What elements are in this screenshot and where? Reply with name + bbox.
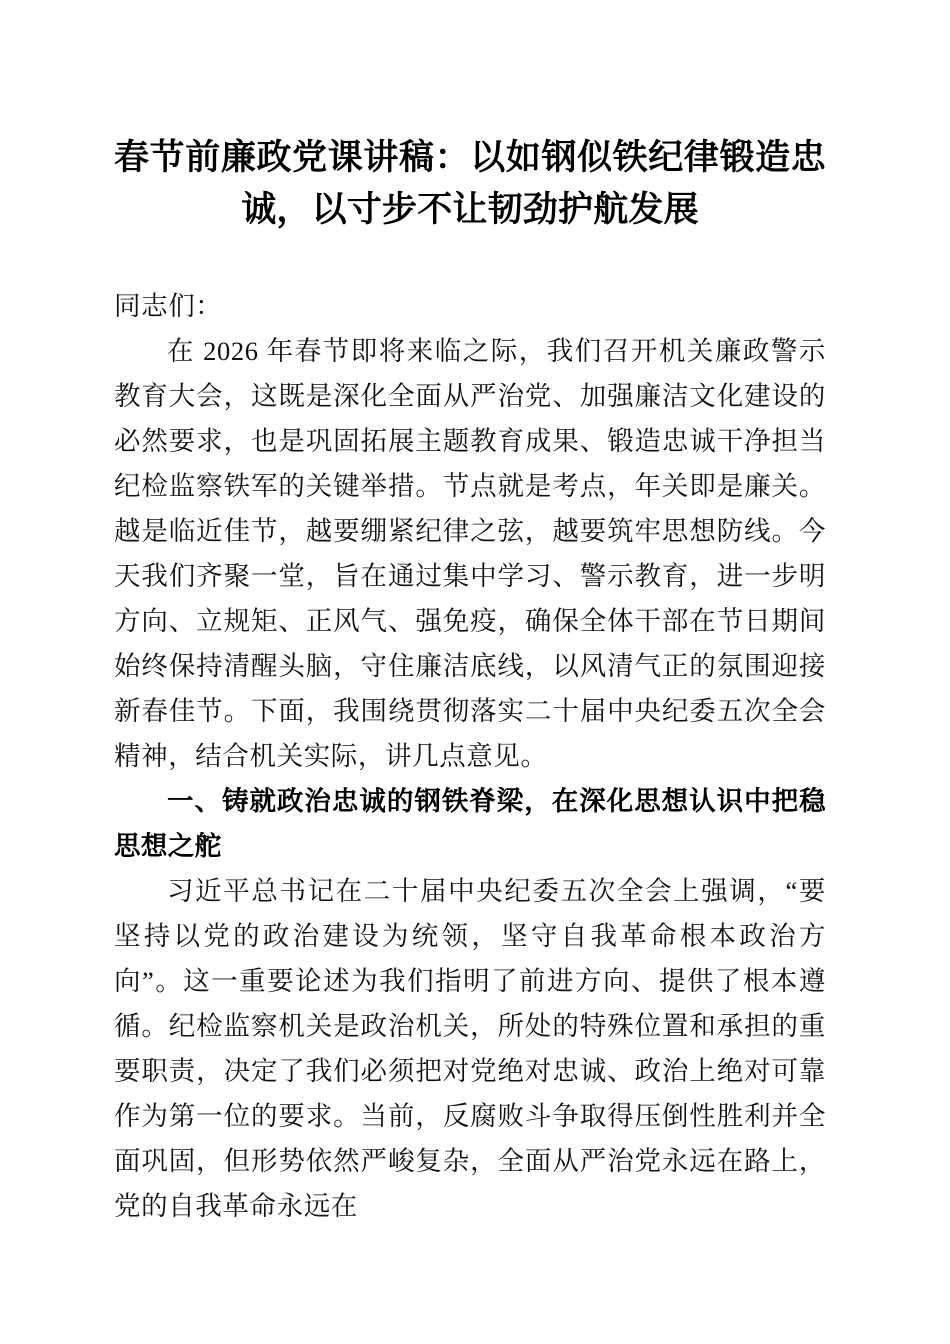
salutation-line: 同志们：	[114, 291, 223, 321]
body-paragraph-1: 在 2026 年春节即将来临之际，我们召开机关廉政警示教育大会，这既是深化全面从严治党、加强廉洁文化建设的必然要求，也是巩固拓展主题教育成果、锻造忠诚干净担当纪检监察铁军的关键举措。节点就是考点，年关即是廉关。越是临近佳节，越要绷紧纪律之弦，越要筑牢思想防线。今天我们齐聚一堂，旨在通过集中学习、警示教育，进一步明方向、立规矩、正风气、强免疫，确保全体干部在节日期间始终保持清醒头脑，守住廉洁底线，以风清气正的氛围迎接新春佳节。下面，我围绕贯彻落实二十届中央纪委五次全会精神，结合机关实际，讲几点意见。	[114, 336, 826, 771]
document-title: 春节前廉政党课讲稿：以如钢似铁纪律锻造忠诚，以寸步不让韧劲护航发展	[114, 138, 826, 229]
body-paragraph-2: 习近平总书记在二十届中央纪委五次全会上强调，“要坚持以党的政治建设为统领，坚守自我革命根本政治方向”。这一重要论述为我们指明了前进方向、提供了根本遵循。纪检监察机关是政治机关，所处的特殊位置和承担的重要职责，决定了我们必须把对党绝对忠诚、政治上绝对可靠作为第一位的要求。当前，反腐败斗争取得压倒性胜利并全面巩固，但形势依然严峻复杂，全面从严治党永远在路上，党的自我革命永远在	[114, 876, 826, 1221]
page-content-area	[114, 0, 826, 1229]
section-heading-1: 一、铸就政治忠诚的钢铁脊梁，在深化思想认识中把稳思想之舵	[114, 786, 826, 861]
